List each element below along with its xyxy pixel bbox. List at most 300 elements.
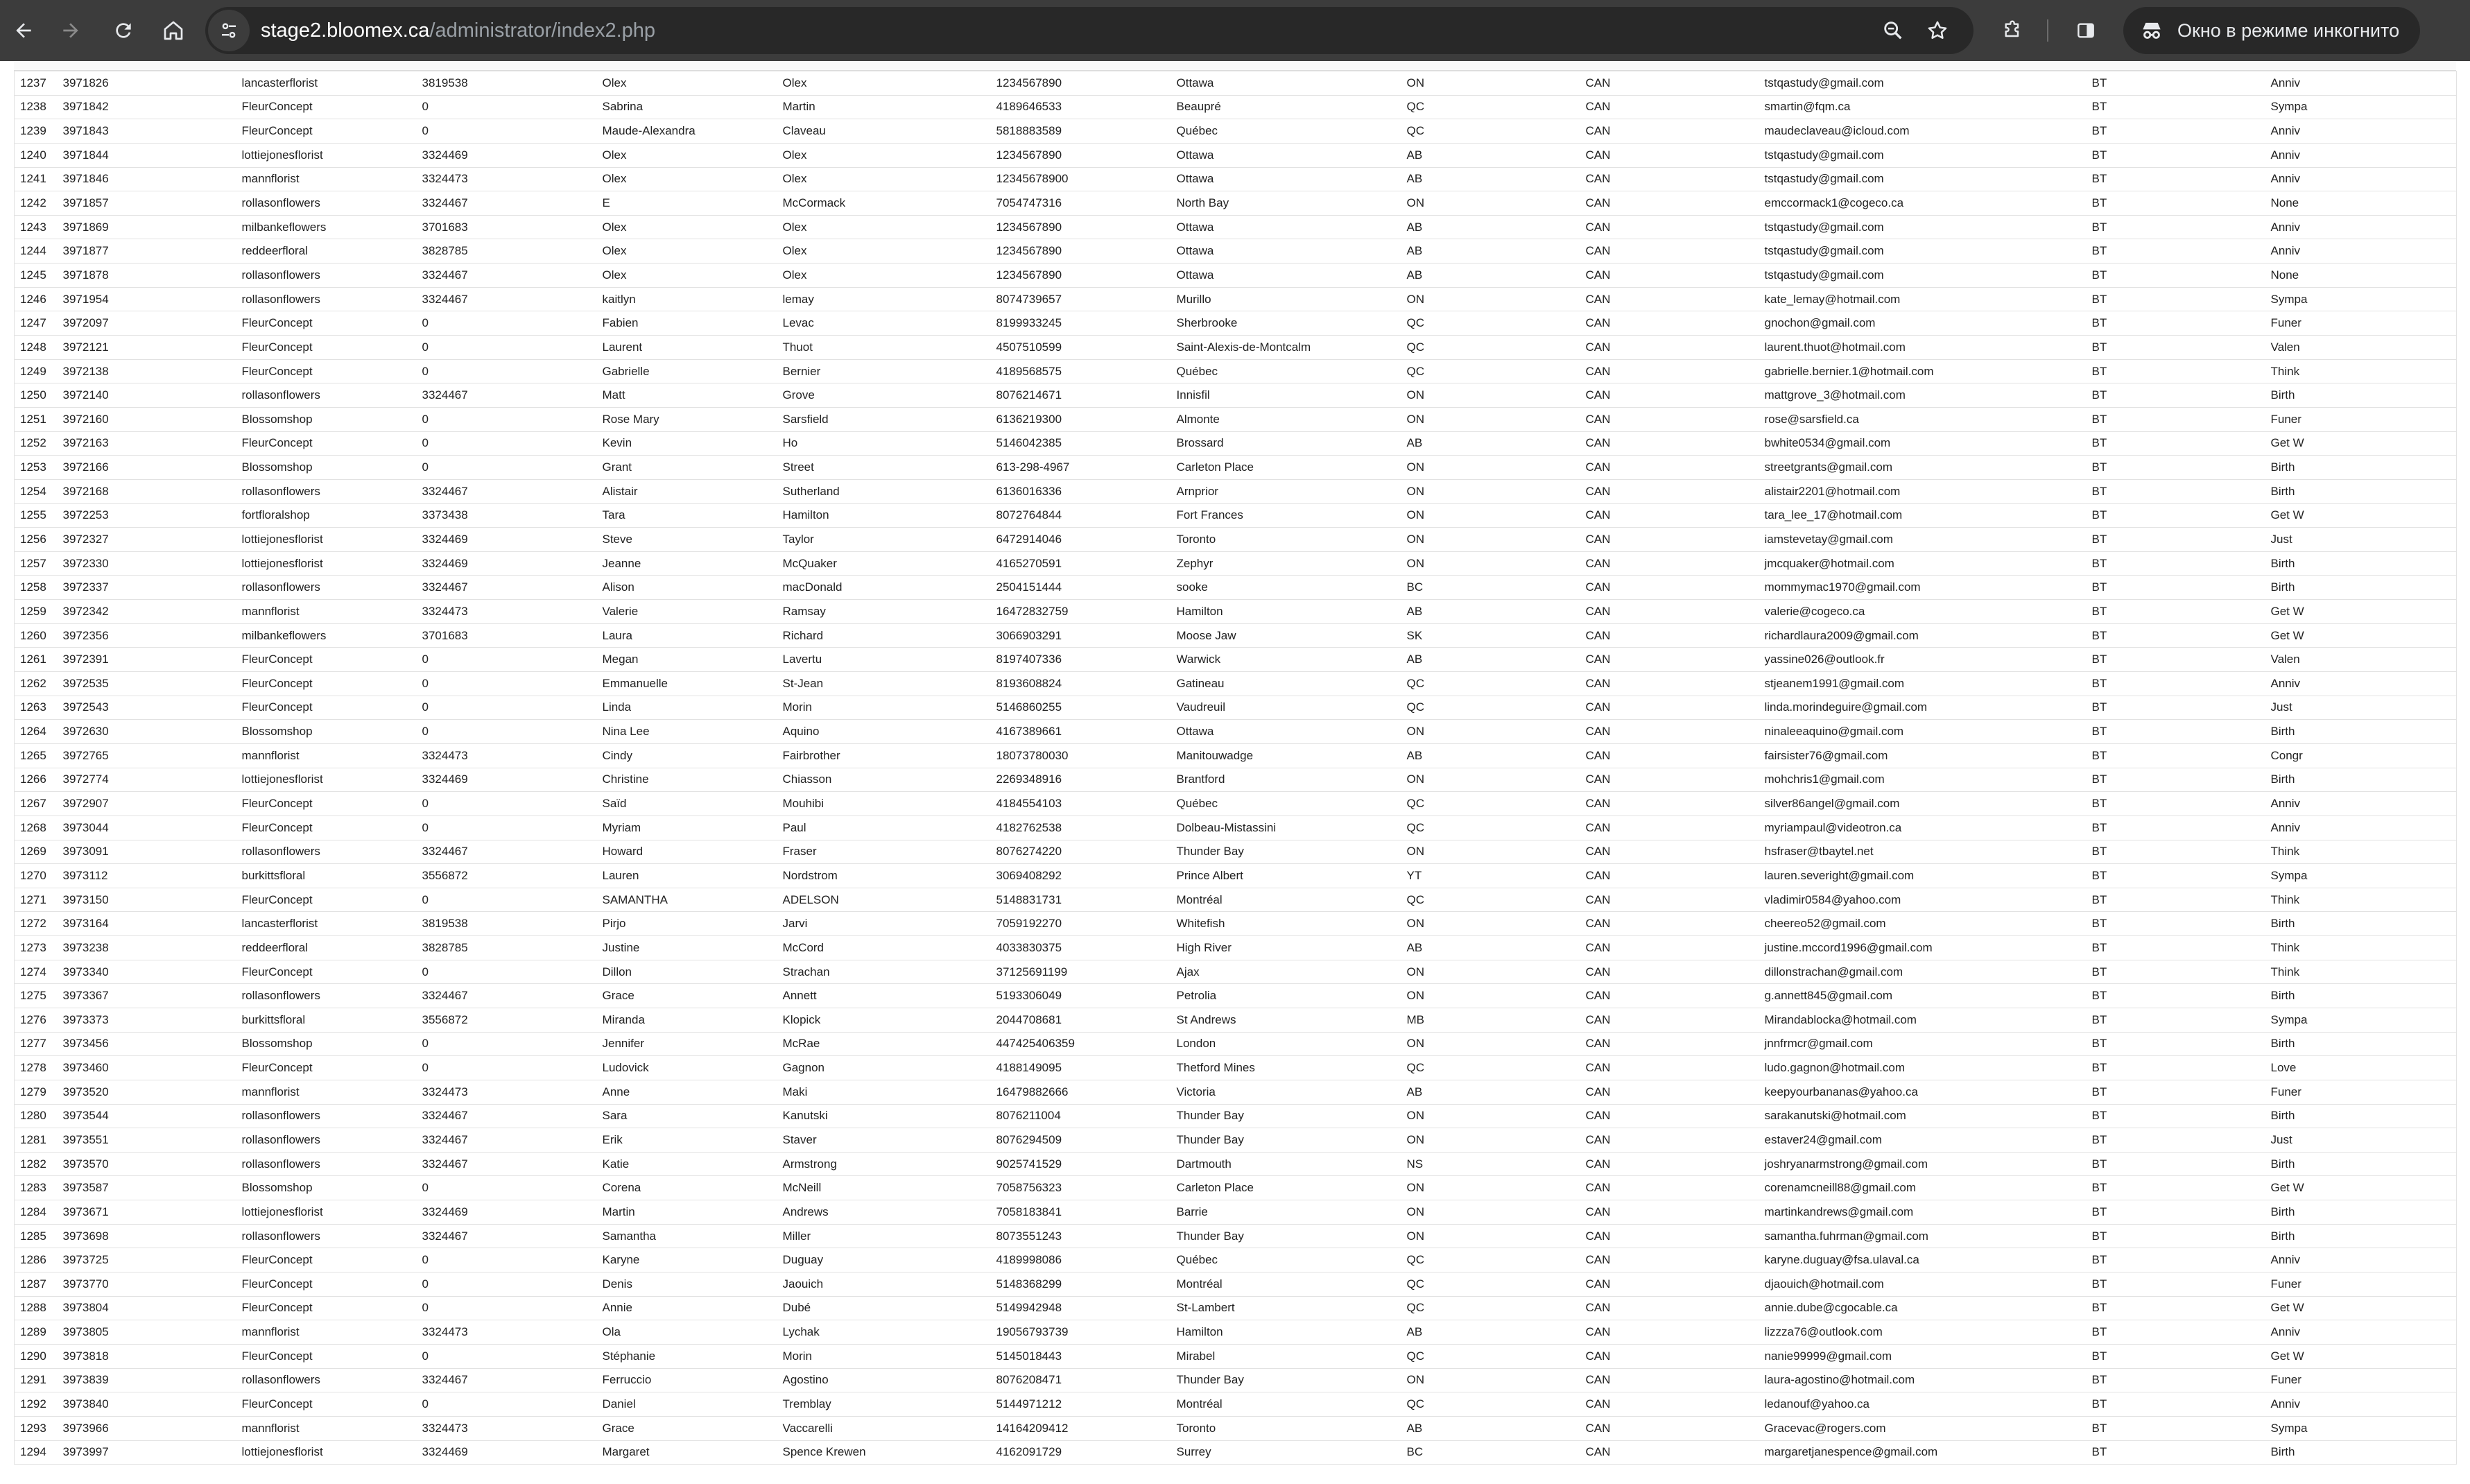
- table-row[interactable]: [15, 1392, 2457, 1417]
- last-name-cell: Street: [777, 456, 991, 480]
- province-cell: ON: [1401, 551, 1580, 576]
- table-row[interactable]: [15, 1248, 2457, 1272]
- email-cell: jnnfrmcr@gmail.com: [1759, 1032, 2087, 1056]
- home-button[interactable]: [153, 10, 194, 51]
- browser-toolbar: [0, 0, 2470, 61]
- payment-method-cell: BT: [2087, 912, 2265, 936]
- email-cell: annie.dube@cgocable.ca: [1759, 1296, 2087, 1320]
- city-cell: Mirabel: [1171, 1344, 1401, 1368]
- email-cell: nanie99999@gmail.com: [1759, 1344, 2087, 1368]
- row-number-cell: 1270: [15, 864, 58, 888]
- table-row[interactable]: [15, 1056, 2457, 1080]
- country-cell: CAN: [1580, 1440, 1759, 1465]
- country-cell: CAN: [1580, 1320, 1759, 1345]
- florist-id-cell: 0: [417, 95, 597, 119]
- table-row[interactable]: [15, 239, 2457, 264]
- florist-name-cell: rollasonflowers: [236, 984, 417, 1008]
- table-row[interactable]: [15, 912, 2457, 936]
- table-row[interactable]: [15, 95, 2457, 119]
- last-name-cell: Kanutski: [777, 1104, 991, 1128]
- first-name-cell: Howard: [597, 840, 777, 864]
- row-number-cell: 1271: [15, 888, 58, 912]
- email-cell: smartin@fqm.ca: [1759, 95, 2087, 119]
- country-cell: CAN: [1580, 888, 1759, 912]
- first-name-cell: Dillon: [597, 960, 777, 984]
- first-name-cell: Tara: [597, 503, 777, 528]
- order-id-cell: 3972630: [58, 720, 236, 744]
- florist-name-cell: FleurConcept: [236, 1392, 417, 1417]
- city-cell: Zephyr: [1171, 551, 1401, 576]
- first-name-cell: Karyne: [597, 1248, 777, 1272]
- email-cell: emccormack1@cogeco.ca: [1759, 191, 2087, 216]
- occasion-cell: Get W: [2265, 623, 2457, 648]
- table-row[interactable]: [15, 215, 2457, 239]
- forward-button[interactable]: [50, 10, 92, 51]
- table-row[interactable]: [15, 576, 2457, 600]
- country-cell: CAN: [1580, 191, 1759, 216]
- occasion-cell: Funer: [2265, 1272, 2457, 1297]
- reload-icon: [112, 19, 135, 42]
- florist-name-cell: rollasonflowers: [236, 1224, 417, 1248]
- table-row[interactable]: [15, 720, 2457, 744]
- order-id-cell: 3972168: [58, 479, 236, 503]
- payment-method-cell: BT: [2087, 264, 2265, 288]
- row-number-cell: 1251: [15, 407, 58, 431]
- email-cell: justine.mccord1996@gmail.com: [1759, 936, 2087, 960]
- order-id-cell: 3971844: [58, 143, 236, 167]
- table-row[interactable]: [15, 1152, 2457, 1176]
- row-number-cell: 1267: [15, 792, 58, 816]
- last-name-cell: Aquino: [777, 720, 991, 744]
- last-name-cell: Ho: [777, 431, 991, 456]
- florist-id-cell: 3324467: [417, 264, 597, 288]
- table-row[interactable]: [15, 71, 2457, 96]
- city-cell: Victoria: [1171, 1080, 1401, 1104]
- phone-cell: 2504151444: [991, 576, 1171, 600]
- table-row[interactable]: [15, 696, 2457, 720]
- occasion-cell: Just: [2265, 528, 2457, 552]
- order-id-cell: 3973520: [58, 1080, 236, 1104]
- city-cell: Toronto: [1171, 528, 1401, 552]
- row-number-cell: 1275: [15, 984, 58, 1008]
- province-cell: QC: [1401, 816, 1580, 840]
- phone-cell: 4189568575: [991, 359, 1171, 383]
- row-number-cell: 1289: [15, 1320, 58, 1345]
- order-id-cell: 3973770: [58, 1272, 236, 1297]
- first-name-cell: Gabrielle: [597, 359, 777, 383]
- table-row[interactable]: [15, 888, 2457, 912]
- florist-name-cell: FleurConcept: [236, 888, 417, 912]
- side-panel-button[interactable]: [2065, 10, 2107, 51]
- occasion-cell: Get W: [2265, 431, 2457, 456]
- payment-method-cell: BT: [2087, 1056, 2265, 1080]
- city-cell: Beaupré: [1171, 95, 1401, 119]
- order-id-cell: 3973804: [58, 1296, 236, 1320]
- table-row[interactable]: [15, 359, 2457, 383]
- florist-name-cell: FleurConcept: [236, 1272, 417, 1297]
- occasion-cell: Birth: [2265, 576, 2457, 600]
- province-cell: ON: [1401, 479, 1580, 503]
- florist-name-cell: mannflorist: [236, 1416, 417, 1440]
- table-row[interactable]: [15, 1128, 2457, 1153]
- order-id-cell: 3972330: [58, 551, 236, 576]
- last-name-cell: Fraser: [777, 840, 991, 864]
- occasion-cell: Sympa: [2265, 864, 2457, 888]
- row-number-cell: 1252: [15, 431, 58, 456]
- first-name-cell: Lauren: [597, 864, 777, 888]
- first-name-cell: Saïd: [597, 792, 777, 816]
- order-id-cell: 3973367: [58, 984, 236, 1008]
- table-row[interactable]: [15, 503, 2457, 528]
- table-row[interactable]: [15, 1008, 2457, 1032]
- last-name-cell: Annett: [777, 984, 991, 1008]
- phone-cell: 4033830375: [991, 936, 1171, 960]
- order-id-cell: 3973671: [58, 1200, 236, 1225]
- florist-name-cell: lottiejonesflorist: [236, 528, 417, 552]
- occasion-cell: Birth: [2265, 456, 2457, 480]
- table-row[interactable]: [15, 1296, 2457, 1320]
- phone-cell: 8193608824: [991, 672, 1171, 696]
- order-id-cell: 3972765: [58, 743, 236, 768]
- payment-method-cell: BT: [2087, 143, 2265, 167]
- table-row[interactable]: [15, 311, 2457, 336]
- first-name-cell: Daniel: [597, 1392, 777, 1417]
- florist-name-cell: mannflorist: [236, 167, 417, 191]
- occasion-cell: Anniv: [2265, 143, 2457, 167]
- city-cell: Ajax: [1171, 960, 1401, 984]
- table-row[interactable]: [15, 1224, 2457, 1248]
- florist-id-cell: 0: [417, 407, 597, 431]
- phone-cell: 4189998086: [991, 1248, 1171, 1272]
- table-row[interactable]: [15, 1440, 2457, 1465]
- occasion-cell: Think: [2265, 936, 2457, 960]
- table-row[interactable]: [15, 816, 2457, 840]
- country-cell: CAN: [1580, 359, 1759, 383]
- table-row[interactable]: [15, 1272, 2457, 1297]
- payment-method-cell: BT: [2087, 623, 2265, 648]
- table-row[interactable]: [15, 600, 2457, 624]
- zoom-icon[interactable]: [1879, 17, 1907, 44]
- table-row[interactable]: [15, 336, 2457, 360]
- email-cell: iamstevetay@gmail.com: [1759, 528, 2087, 552]
- table-row[interactable]: [15, 143, 2457, 167]
- last-name-cell: Dubé: [777, 1296, 991, 1320]
- city-cell: Thetford Mines: [1171, 1056, 1401, 1080]
- occasion-cell: Get W: [2265, 503, 2457, 528]
- email-cell: samantha.fuhrman@gmail.com: [1759, 1224, 2087, 1248]
- country-cell: CAN: [1580, 383, 1759, 408]
- phone-cell: 4165270591: [991, 551, 1171, 576]
- first-name-cell: Corena: [597, 1176, 777, 1200]
- phone-cell: 1234567890: [991, 215, 1171, 239]
- last-name-cell: Jarvi: [777, 912, 991, 936]
- florist-name-cell: FleurConcept: [236, 1056, 417, 1080]
- city-cell: Gatineau: [1171, 672, 1401, 696]
- occasion-cell: Think: [2265, 840, 2457, 864]
- payment-method-cell: BT: [2087, 407, 2265, 431]
- email-cell: gabrielle.bernier.1@hotmail.com: [1759, 359, 2087, 383]
- table-row[interactable]: [15, 1344, 2457, 1368]
- payment-method-cell: BT: [2087, 336, 2265, 360]
- table-row[interactable]: [15, 119, 2457, 144]
- table-row[interactable]: [15, 1368, 2457, 1392]
- payment-method-cell: BT: [2087, 95, 2265, 119]
- table-row[interactable]: [15, 1416, 2457, 1440]
- florist-id-cell: 3324469: [417, 768, 597, 792]
- url-text[interactable]: [261, 7, 655, 54]
- occasion-cell: Birth: [2265, 1224, 2457, 1248]
- table-row[interactable]: [15, 743, 2457, 768]
- arrow-right-icon: [60, 19, 82, 42]
- row-number-cell: 1293: [15, 1416, 58, 1440]
- occasion-cell: Birth: [2265, 1032, 2457, 1056]
- table-row[interactable]: [15, 407, 2457, 431]
- first-name-cell: Alison: [597, 576, 777, 600]
- row-number-cell: 1280: [15, 1104, 58, 1128]
- first-name-cell: Sabrina: [597, 95, 777, 119]
- incognito-indicator[interactable]: [2123, 7, 2420, 54]
- occasion-cell: Anniv: [2265, 239, 2457, 264]
- florist-id-cell: 0: [417, 960, 597, 984]
- first-name-cell: Annie: [597, 1296, 777, 1320]
- occasion-cell: Congr: [2265, 743, 2457, 768]
- last-name-cell: Klopick: [777, 1008, 991, 1032]
- province-cell: QC: [1401, 1392, 1580, 1417]
- province-cell: SK: [1401, 623, 1580, 648]
- table-row[interactable]: [15, 551, 2457, 576]
- payment-method-cell: BT: [2087, 720, 2265, 744]
- phone-cell: 1234567890: [991, 143, 1171, 167]
- province-cell: AB: [1401, 215, 1580, 239]
- province-cell: QC: [1401, 1296, 1580, 1320]
- city-cell: Whitefish: [1171, 912, 1401, 936]
- florist-name-cell: fortfloralshop: [236, 503, 417, 528]
- table-row[interactable]: [15, 1032, 2457, 1056]
- florist-name-cell: lancasterflorist: [236, 912, 417, 936]
- table-row[interactable]: [15, 960, 2457, 984]
- table-row[interactable]: [15, 456, 2457, 480]
- row-number-cell: 1255: [15, 503, 58, 528]
- email-cell: rose@sarsfield.ca: [1759, 407, 2087, 431]
- table-row[interactable]: [15, 672, 2457, 696]
- table-row[interactable]: [15, 936, 2457, 960]
- arrow-left-icon: [12, 19, 35, 42]
- email-cell: mohchris1@gmail.com: [1759, 768, 2087, 792]
- province-cell: QC: [1401, 311, 1580, 336]
- table-row[interactable]: [15, 864, 2457, 888]
- table-row[interactable]: [15, 264, 2457, 288]
- table-row[interactable]: [15, 528, 2457, 552]
- city-cell: Ottawa: [1171, 215, 1401, 239]
- table-row[interactable]: [15, 431, 2457, 456]
- order-id-cell: 3972166: [58, 456, 236, 480]
- florist-id-cell: 0: [417, 672, 597, 696]
- province-cell: ON: [1401, 1224, 1580, 1248]
- email-cell: tstqastudy@gmail.com: [1759, 167, 2087, 191]
- phone-cell: 2269348916: [991, 768, 1171, 792]
- order-id-cell: 3973238: [58, 936, 236, 960]
- florist-name-cell: FleurConcept: [236, 1344, 417, 1368]
- url-domain: stage2.bloomex.ca: [261, 19, 430, 42]
- florist-id-cell: 3828785: [417, 239, 597, 264]
- table-row[interactable]: [15, 191, 2457, 216]
- occasion-cell: Sympa: [2265, 1416, 2457, 1440]
- florist-id-cell: 3324467: [417, 1368, 597, 1392]
- florist-id-cell: 3324467: [417, 479, 597, 503]
- email-cell: linda.morindeguire@gmail.com: [1759, 696, 2087, 720]
- email-cell: lauren.severight@gmail.com: [1759, 864, 2087, 888]
- last-name-cell: Grove: [777, 383, 991, 408]
- province-cell: AB: [1401, 1080, 1580, 1104]
- order-id-cell: 3971877: [58, 239, 236, 264]
- first-name-cell: Pirjo: [597, 912, 777, 936]
- order-id-cell: 3972391: [58, 648, 236, 672]
- address-bar[interactable]: [205, 7, 1974, 54]
- occasion-cell: Sympa: [2265, 95, 2457, 119]
- florist-id-cell: 0: [417, 456, 597, 480]
- last-name-cell: McQuaker: [777, 551, 991, 576]
- phone-cell: 5148368299: [991, 1272, 1171, 1297]
- province-cell: QC: [1401, 1344, 1580, 1368]
- city-cell: Saint-Alexis-de-Montcalm: [1171, 336, 1401, 360]
- table-row[interactable]: [15, 623, 2457, 648]
- row-number-cell: 1239: [15, 119, 58, 144]
- table-row[interactable]: [15, 1104, 2457, 1128]
- occasion-cell: Anniv: [2265, 672, 2457, 696]
- occasion-cell: Think: [2265, 960, 2457, 984]
- payment-method-cell: BT: [2087, 1032, 2265, 1056]
- province-cell: ON: [1401, 840, 1580, 864]
- payment-method-cell: BT: [2087, 1320, 2265, 1345]
- country-cell: CAN: [1580, 623, 1759, 648]
- occasion-cell: Funer: [2265, 1368, 2457, 1392]
- table-row[interactable]: [15, 479, 2457, 503]
- florist-id-cell: 0: [417, 1176, 597, 1200]
- phone-cell: 447425406359: [991, 1032, 1171, 1056]
- country-cell: CAN: [1580, 1200, 1759, 1225]
- table-row[interactable]: [15, 1080, 2457, 1104]
- table-row[interactable]: [15, 383, 2457, 408]
- last-name-cell: Hamilton: [777, 503, 991, 528]
- table-row[interactable]: [15, 167, 2457, 191]
- province-cell: QC: [1401, 888, 1580, 912]
- site-info-button[interactable]: [208, 10, 250, 51]
- last-name-cell: Richard: [777, 623, 991, 648]
- table-row[interactable]: [15, 1200, 2457, 1225]
- table-row[interactable]: [15, 1320, 2457, 1345]
- city-cell: Ottawa: [1171, 264, 1401, 288]
- last-name-cell: McRae: [777, 1032, 991, 1056]
- florist-id-cell: 0: [417, 359, 597, 383]
- florist-name-cell: reddeerfloral: [236, 239, 417, 264]
- country-cell: CAN: [1580, 1344, 1759, 1368]
- row-number-cell: 1283: [15, 1176, 58, 1200]
- email-cell: Mirandablocka@hotmail.com: [1759, 1008, 2087, 1032]
- first-name-cell: Olex: [597, 167, 777, 191]
- email-cell: bwhite0534@gmail.com: [1759, 431, 2087, 456]
- row-number-cell: 1243: [15, 215, 58, 239]
- florist-id-cell: 3828785: [417, 936, 597, 960]
- occasion-cell: Valen: [2265, 648, 2457, 672]
- florist-name-cell: lancasterflorist: [236, 71, 417, 96]
- province-cell: QC: [1401, 359, 1580, 383]
- order-id-cell: 3971869: [58, 215, 236, 239]
- florist-id-cell: 0: [417, 1392, 597, 1417]
- table-row[interactable]: [15, 287, 2457, 311]
- table-row[interactable]: [15, 648, 2457, 672]
- email-cell: sarakanutski@hotmail.com: [1759, 1104, 2087, 1128]
- first-name-cell: Denis: [597, 1272, 777, 1297]
- table-row[interactable]: [15, 984, 2457, 1008]
- province-cell: QC: [1401, 95, 1580, 119]
- row-number-cell: 1285: [15, 1224, 58, 1248]
- order-id-cell: 3971843: [58, 119, 236, 144]
- florist-id-cell: 3701683: [417, 215, 597, 239]
- bookmark-star-icon[interactable]: [1924, 17, 1951, 44]
- province-cell: ON: [1401, 1176, 1580, 1200]
- phone-cell: 4188149095: [991, 1056, 1171, 1080]
- table-row[interactable]: [15, 840, 2457, 864]
- table-row[interactable]: [15, 1176, 2457, 1200]
- florist-id-cell: 3324467: [417, 1224, 597, 1248]
- city-cell: Prince Albert: [1171, 864, 1401, 888]
- order-id-cell: 3972138: [58, 359, 236, 383]
- back-button[interactable]: [3, 10, 44, 51]
- payment-method-cell: BT: [2087, 215, 2265, 239]
- table-row[interactable]: [15, 792, 2457, 816]
- florist-name-cell: Blossomshop: [236, 1176, 417, 1200]
- payment-method-cell: BT: [2087, 71, 2265, 96]
- province-cell: BC: [1401, 576, 1580, 600]
- province-cell: AB: [1401, 1320, 1580, 1345]
- country-cell: CAN: [1580, 1272, 1759, 1297]
- florist-name-cell: reddeerfloral: [236, 936, 417, 960]
- payment-method-cell: BT: [2087, 1152, 2265, 1176]
- extensions-button[interactable]: [1992, 10, 2033, 51]
- phone-cell: 4507510599: [991, 336, 1171, 360]
- province-cell: QC: [1401, 792, 1580, 816]
- phone-cell: 8076274220: [991, 840, 1171, 864]
- florist-name-cell: lottiejonesflorist: [236, 551, 417, 576]
- email-cell: vladimir0584@yahoo.com: [1759, 888, 2087, 912]
- payment-method-cell: BT: [2087, 1440, 2265, 1465]
- country-cell: CAN: [1580, 1368, 1759, 1392]
- phone-cell: 4184554103: [991, 792, 1171, 816]
- last-name-cell: St-Jean: [777, 672, 991, 696]
- row-number-cell: 1273: [15, 936, 58, 960]
- florist-id-cell: 3324469: [417, 1200, 597, 1225]
- city-cell: Montréal: [1171, 888, 1401, 912]
- florist-id-cell: 0: [417, 720, 597, 744]
- row-number-cell: 1248: [15, 336, 58, 360]
- province-cell: QC: [1401, 119, 1580, 144]
- order-id-cell: 3972337: [58, 576, 236, 600]
- city-cell: Thunder Bay: [1171, 1104, 1401, 1128]
- last-name-cell: Armstrong: [777, 1152, 991, 1176]
- florist-id-cell: 0: [417, 1056, 597, 1080]
- first-name-cell: Steve: [597, 528, 777, 552]
- table-row[interactable]: [15, 768, 2457, 792]
- florist-name-cell: rollasonflowers: [236, 1368, 417, 1392]
- country-cell: CAN: [1580, 479, 1759, 503]
- phone-cell: 4189646533: [991, 95, 1171, 119]
- country-cell: CAN: [1580, 576, 1759, 600]
- florist-name-cell: rollasonflowers: [236, 383, 417, 408]
- row-number-cell: 1277: [15, 1032, 58, 1056]
- email-cell: valerie@cogeco.ca: [1759, 600, 2087, 624]
- reload-button[interactable]: [103, 10, 144, 51]
- province-cell: AB: [1401, 743, 1580, 768]
